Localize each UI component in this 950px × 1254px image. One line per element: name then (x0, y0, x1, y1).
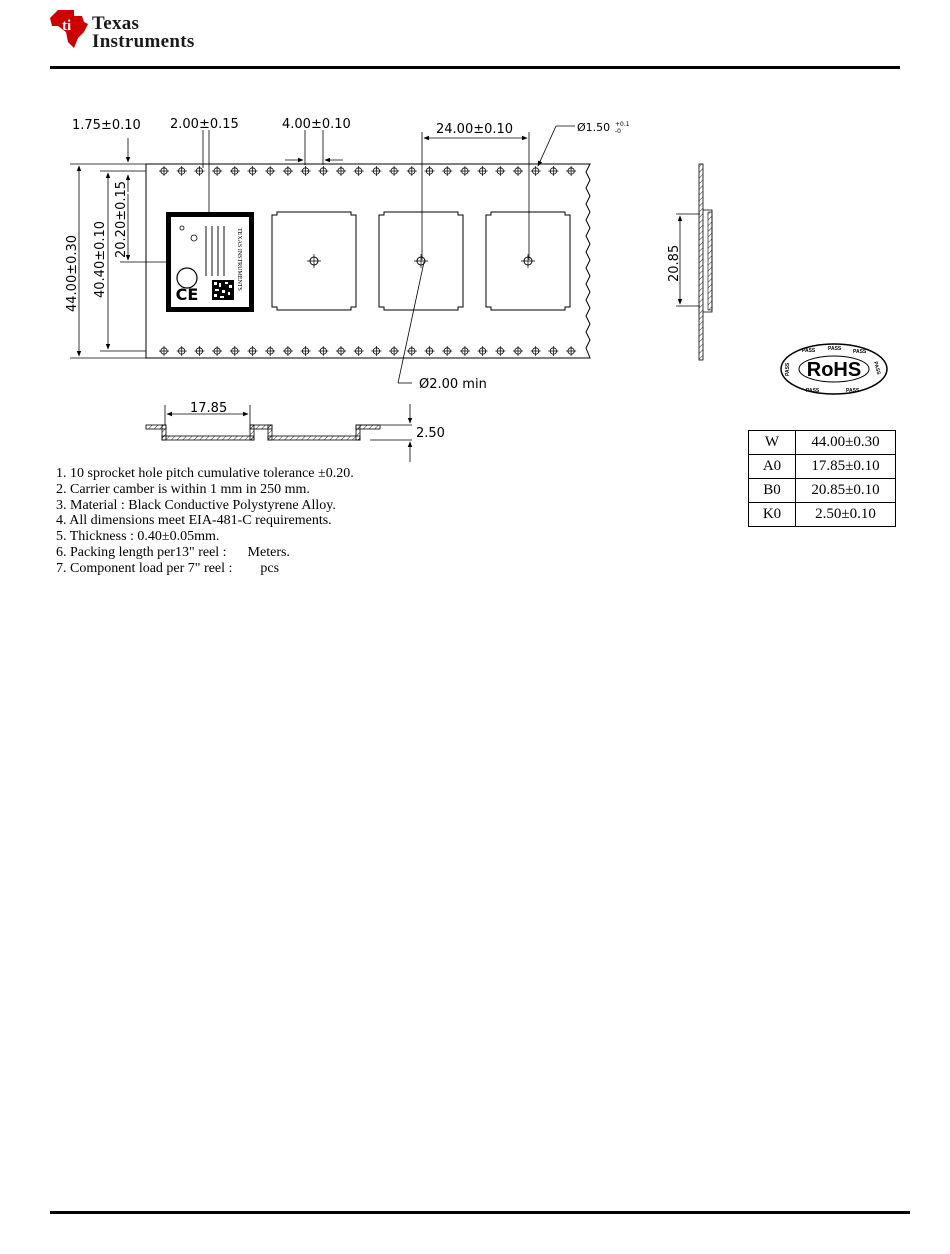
table-row (749, 503, 896, 527)
dim-sprocket-pitch: 4.00±0.10 (282, 117, 351, 132)
note-1: 1. 10 sprocket hole pitch cumulative tolerance ±0.20. (56, 466, 354, 481)
note-7: 7. Component load per 7" reel : pcs (56, 560, 280, 576)
dim-sprocket-diameter: Ø1.50 (577, 121, 611, 134)
sprocket-holes-top (159, 166, 576, 176)
note-6: 6. Packing length per13" reel : Meters. (56, 544, 290, 560)
rohs-ring-text-3: PASS (853, 349, 867, 355)
spec-key: W (749, 431, 796, 455)
note-4: 4. All dimensions meet EIA-481-C requirements. (56, 513, 332, 529)
ce-mark: CE (175, 285, 199, 304)
module-in-pocket (166, 212, 254, 312)
cross-section (146, 425, 380, 440)
table-row (749, 431, 896, 455)
rohs-ring-text-2: PASS (828, 346, 842, 352)
dim-sprocket-tol-plus: +0.1 (615, 121, 630, 128)
dim-pocket-width-section: 17.85 (190, 401, 228, 416)
dim-pocket-center-offset: 20.20±0.15 (114, 180, 129, 258)
dim-pocket-depth: 2.50 (416, 426, 445, 441)
note-2: 2. Carrier camber is within 1 mm in 250 mm. (56, 481, 310, 497)
note-3: 3. Material : Black Conductive Polystyrene Alloy. (56, 497, 336, 513)
rohs-ring-text-4: PASS (872, 360, 882, 376)
rohs-ring-text-6: PASS (806, 388, 820, 394)
dim-hole-row-spacing: 40.40±0.10 (93, 220, 108, 298)
rohs-ring-text-1: PASS (802, 348, 816, 354)
brand-line1: Texas (92, 13, 140, 34)
spec-value: 44.00±0.30 (796, 431, 896, 455)
spec-value: 20.85±0.10 (796, 479, 896, 503)
dim-hole-to-pocket: 2.00±0.15 (170, 117, 239, 132)
rohs-ring-text-7: PASS (846, 388, 860, 394)
spec-value: 2.50±0.10 (796, 503, 896, 527)
sprocket-holes-bottom (159, 346, 576, 356)
table-row (749, 479, 896, 503)
spec-value: 17.85±0.10 (796, 455, 896, 479)
side-view (699, 164, 712, 360)
dim-pocket-hole: Ø2.00 min (419, 377, 487, 392)
notes-list (56, 466, 354, 577)
footer-rule (50, 1211, 910, 1214)
empty-pockets (272, 212, 570, 310)
rohs-ring-text-5: PASS (785, 362, 791, 376)
module-brand: TEXAS INSTRUMENTS (236, 228, 242, 291)
rohs-badge (781, 344, 887, 394)
dim-tape-width: 44.00±0.30 (65, 234, 80, 312)
spec-key: B0 (749, 479, 796, 503)
dim-sprocket-edge: 1.75±0.10 (72, 118, 141, 133)
dim-pocket-length-side: 20.85 (667, 244, 682, 282)
dim-sprocket-tol-minus: -0 (615, 128, 621, 135)
brand-line2: Instruments (92, 31, 195, 52)
svg-text:ti: ti (62, 18, 72, 34)
rohs-label: RoHS (806, 359, 862, 381)
spec-key: A0 (749, 455, 796, 479)
spec-table (748, 430, 896, 527)
note-5: 5. Thickness : 0.40±0.05mm. (56, 529, 220, 545)
table-row (749, 455, 896, 479)
spec-key: K0 (749, 503, 796, 527)
dim-pocket-pitch: 24.00±0.10 (436, 122, 514, 137)
